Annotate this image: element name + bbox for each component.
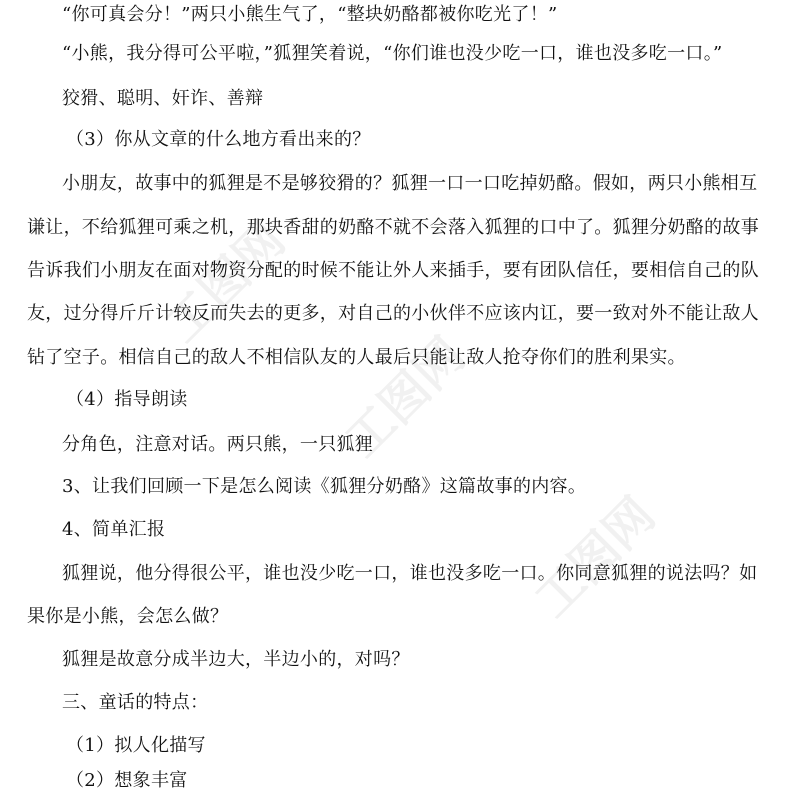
- paragraph-line: 小朋友，故事中的狐狸是不是够狡猾的？狐狸一口一口吃掉奶酪。假如，两只小熊相互: [62, 173, 758, 194]
- paragraph-line: 告诉我们小朋友在面对物资分配的时候不能让外人来插手，要有团队信任，要相信自己的队: [27, 260, 759, 281]
- section-3-heading: 三、童话的特点：: [62, 692, 209, 713]
- question-3-heading: （3）你从文章的什么地方看出来的？: [66, 129, 371, 150]
- fox-traits-line: 狡猾、聪明、奸诈、善辩: [62, 88, 264, 109]
- feature-item-2: （2）想象丰富: [66, 770, 188, 791]
- feature-item-1: （1）拟人化描写: [66, 735, 206, 756]
- paragraph-line: 友，过分得斤斤计较反而失去的更多，对自己的小伙伴不应该内讧，要一致对外不能让敌人: [27, 303, 759, 324]
- role-reading-line: 分角色，注意对话。两只熊，一只狐狸: [62, 434, 374, 455]
- watermark: 工图网: [524, 486, 666, 629]
- paragraph-line: 狐狸说，他分得很公平，谁也没少吃一口，谁也没多吃一口。你同意狐狸的说法吗？如: [62, 563, 758, 584]
- step-3-line: 3、让我们回顾一下是怎么阅读《狐狸分奶酪》这篇故事的内容。: [62, 476, 587, 497]
- question-line: 狐狸是故意分成半边大，半边小的，对吗？: [62, 649, 410, 670]
- dialogue-line-fox-reply: “小熊，我分得可公平啦，”狐狸笑着说，“你们谁也没少吃一口，谁也没多吃一口。”: [62, 43, 723, 64]
- paragraph-line: 谦让，不给狐狸可乘之机，那块香甜的奶酪不就不会落入狐狸的口中了。狐狸分奶酪的故事: [27, 217, 759, 238]
- paragraph-line: 钻了空子。相信自己的敌人不相信队友的人最后只能让敌人抢夺你们的胜利果实。: [27, 347, 686, 368]
- watermark: 工图网: [154, 211, 296, 354]
- dialogue-line-bears-angry: “你可真会分！”两只小熊生气了，“整块奶酪都被你吃光了！”: [62, 4, 558, 25]
- step-4-heading: 4、简单汇报: [62, 519, 166, 540]
- paragraph-line: 果你是小熊，会怎么做？: [27, 606, 229, 627]
- watermark: 工图网: [334, 326, 476, 469]
- question-4-heading: （4）指导朗读: [66, 389, 188, 410]
